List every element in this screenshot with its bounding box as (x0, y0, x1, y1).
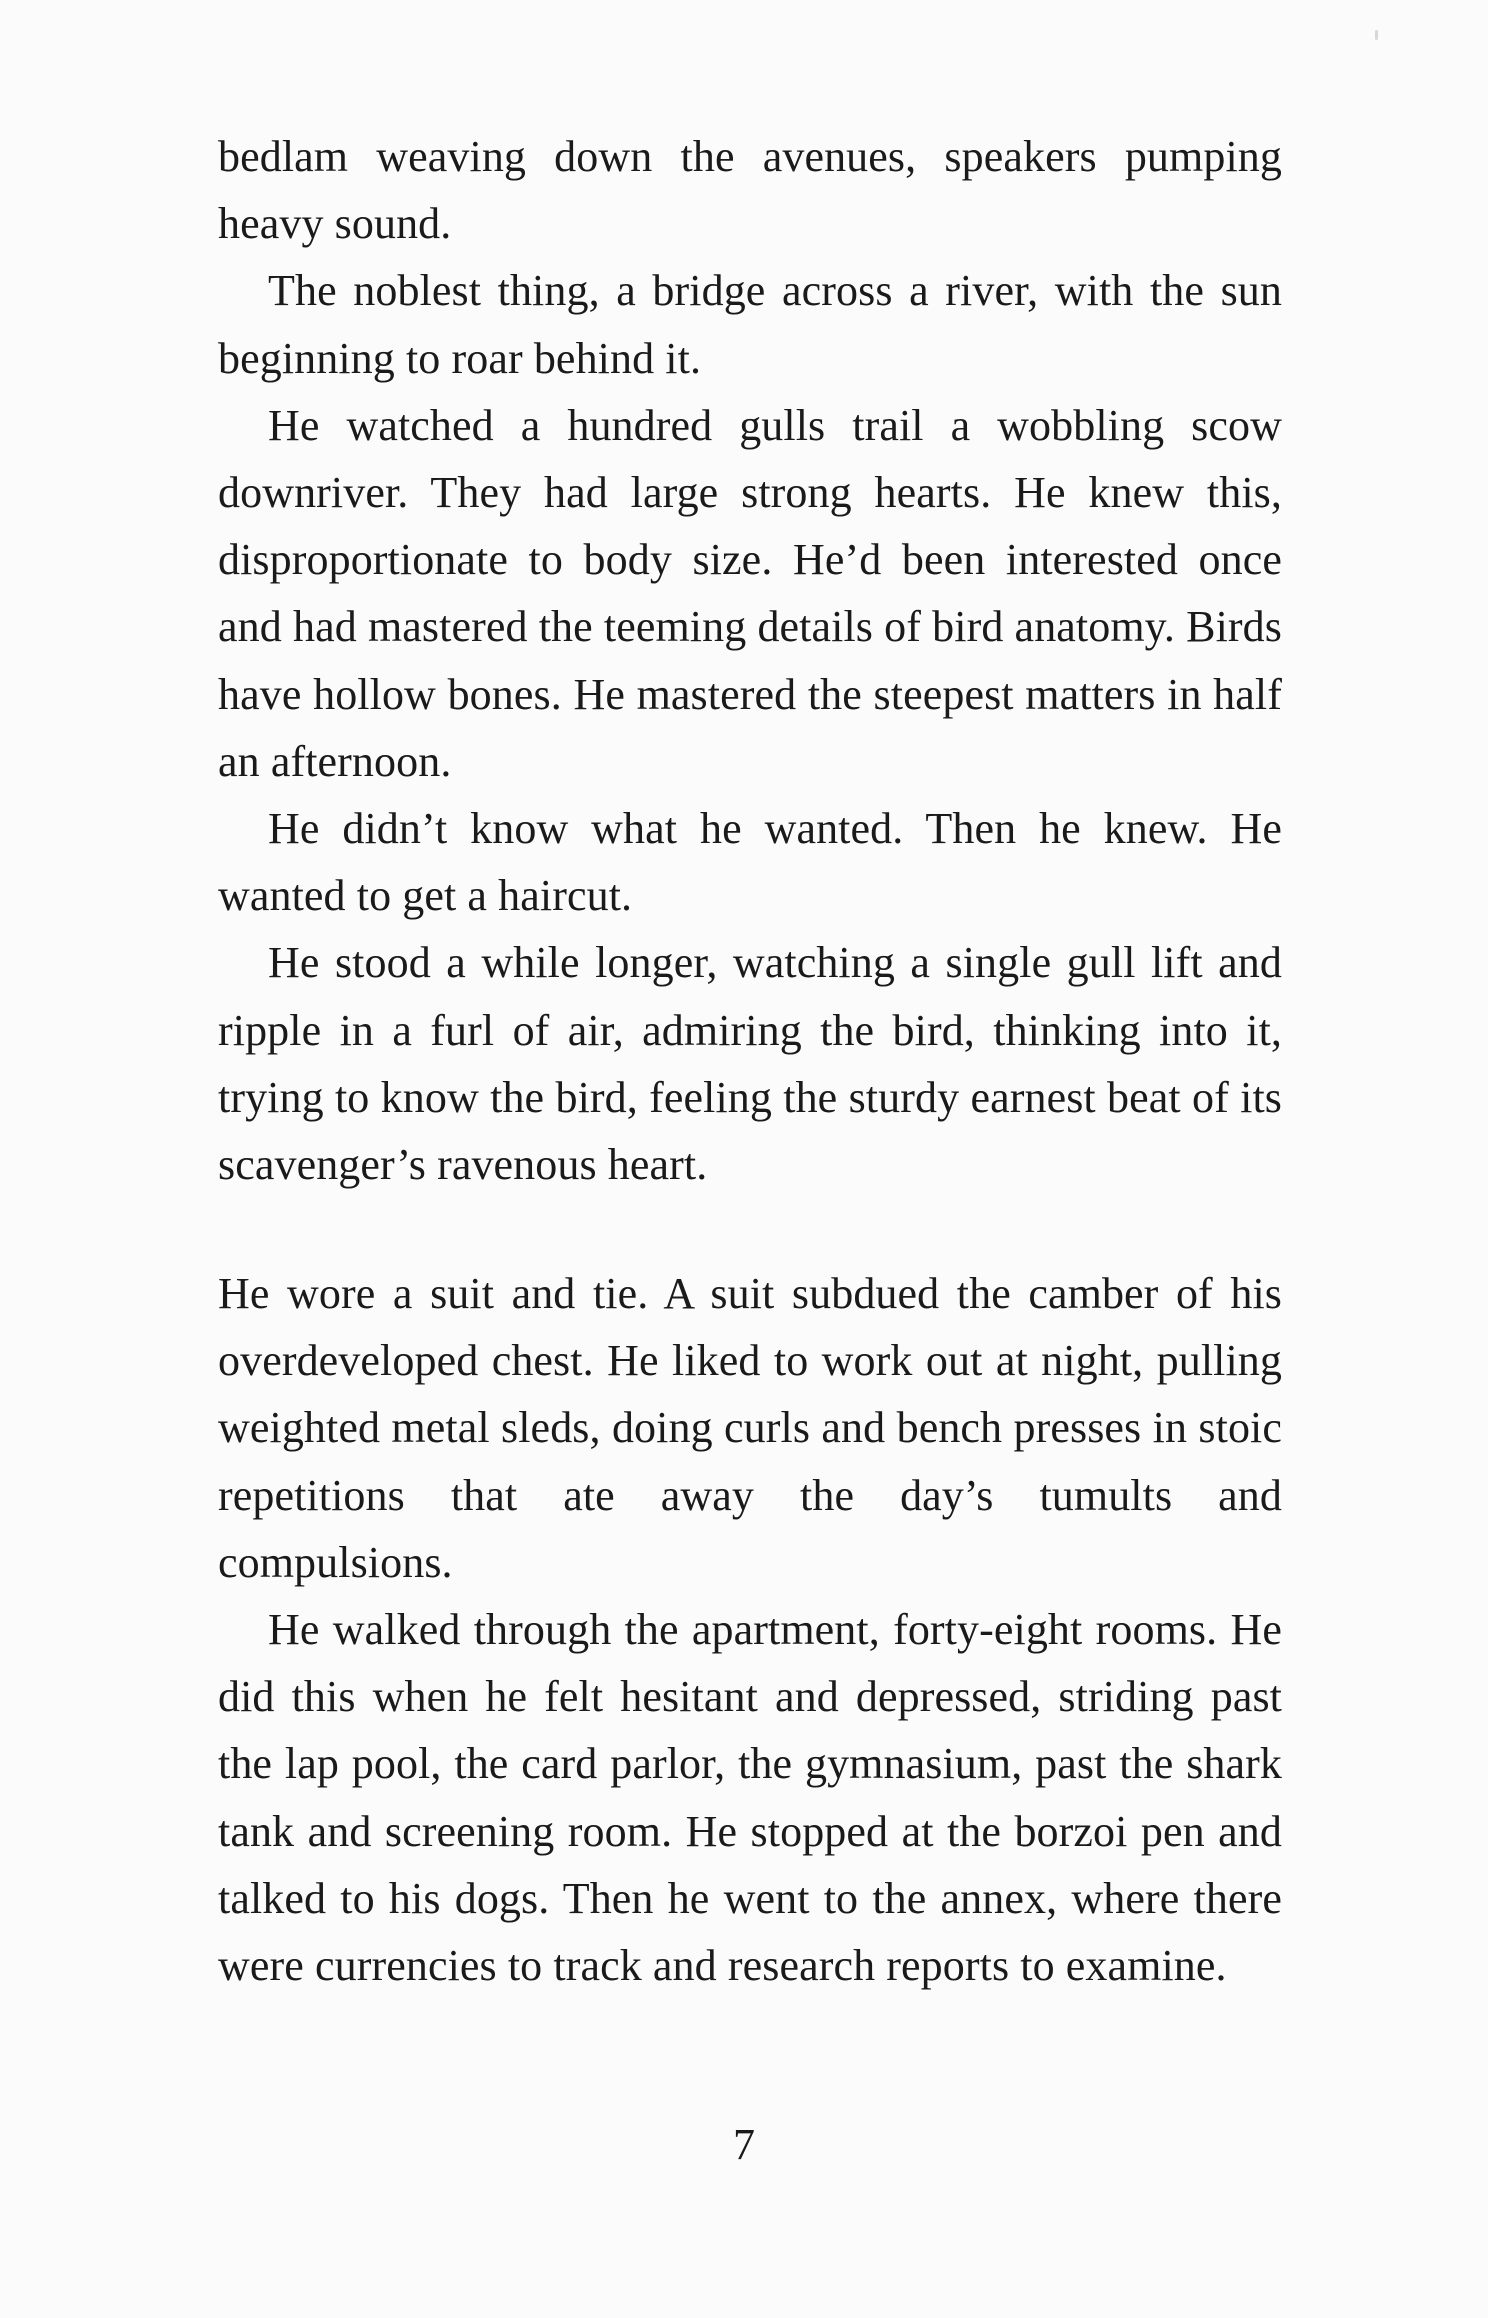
paragraph: He didn’t know what he wanted. Then he knew. He wanted to get a haircut. (218, 804, 1282, 921)
paragraph-continuation: bedlam weaving down the avenues, speakers pumping heavy sound. (218, 132, 1282, 249)
text-section-2 (218, 1260, 1282, 1999)
paragraph: He stood a while longer, watching a single gull lift and ripple in a furl of air, admiring the bird, thinking into it, trying to know the bird, feeling the sturdy earnest beat of its scavenger’s ravenous heart. (218, 938, 1282, 1190)
page-number: 7 (733, 2120, 755, 2169)
text-section-1 (218, 123, 1282, 1198)
paragraph: He walked through the apartment, forty-eight rooms. He did this when he felt hesitant and depressed, striding past the lap pool, the card parlor, the gymnasium, past the shark tank and screening room. He stopped at the borzoi pen and talked to his dogs. Then he went to the annex, where there were currencies to track and research reports to examine. (218, 1605, 1282, 1991)
paragraph: The noblest thing, a bridge across a river, with the sun beginning to roar behind it. (218, 266, 1282, 383)
section-opening-paragraph: He wore a suit and tie. A suit subdued the camber of his overdeveloped chest. He liked to work out at night, pulling weighted metal sleds, doing curls and bench presses in stoic repetitions that ate away the day’s tumults and compulsions. (218, 1269, 1282, 1587)
scan-speck (1375, 30, 1378, 40)
paragraph: He watched a hundred gulls trail a wobbling scow downriver. They had large strong hearts. He knew this, disproportionate to body size. He’d been interested once and had mastered the teeming details of bird anatomy. Birds have hollow bones. He mastered the steepest matters in half an afternoon. (218, 400, 1282, 786)
